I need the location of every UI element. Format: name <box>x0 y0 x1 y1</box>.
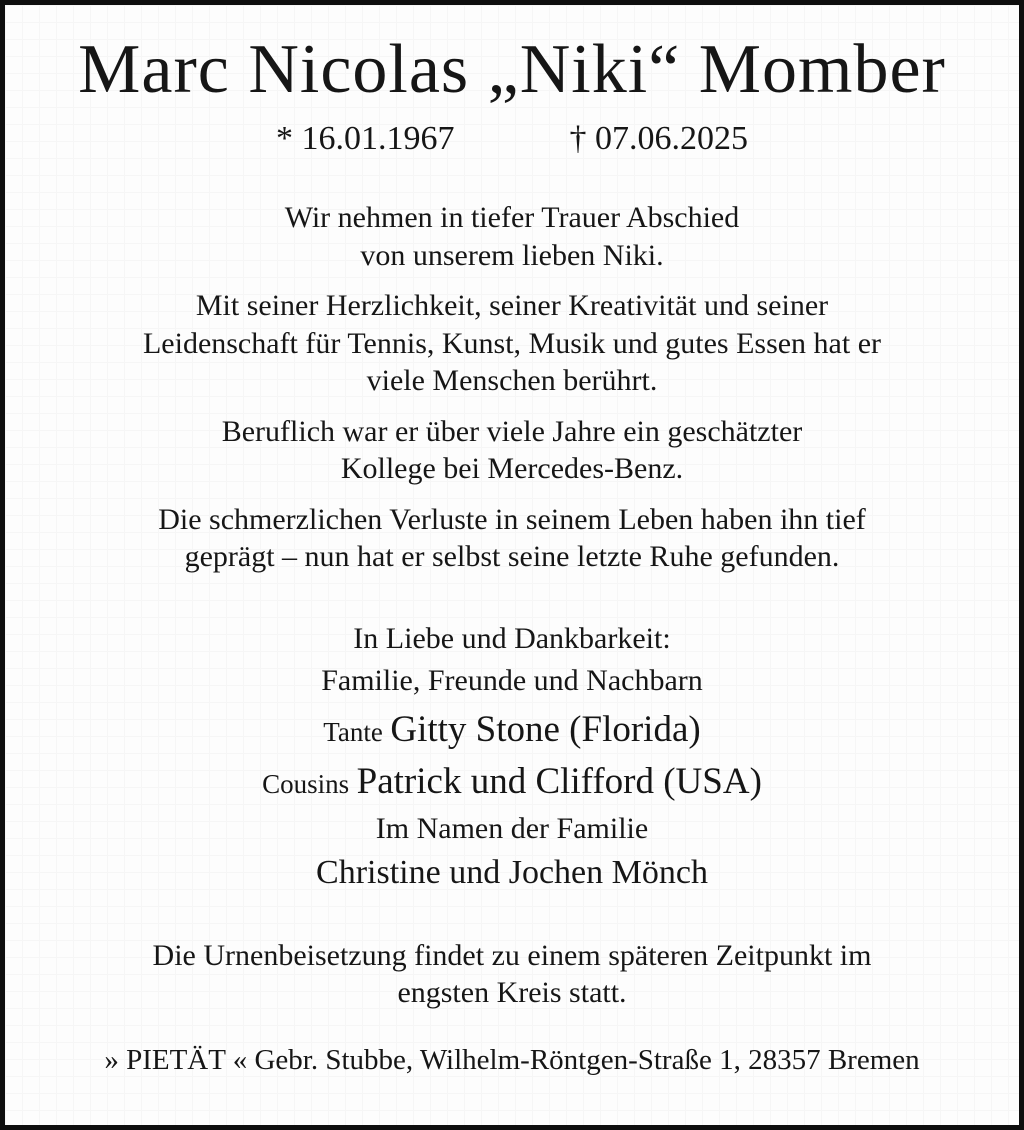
obituary-body <box>31 199 993 576</box>
undertaker-line: » PIETÄT « Gebr. Stubbe, Wilhelm-Röntgen-Straße 1, 28357 Bremen <box>104 1043 920 1076</box>
text-line: Leidenschaft für Tennis, Kunst, Musik und gutes Essen hat er <box>142 326 882 360</box>
tribute-paragraph <box>31 287 993 400</box>
life-dates-row <box>31 119 993 160</box>
funeral-info <box>31 937 993 1012</box>
death-date: † 07.06.2025 <box>569 119 748 157</box>
text-line: Beruflich war er über viele Jahre ein geschätzter <box>221 414 803 448</box>
aunt-line <box>31 708 993 752</box>
text-line: Wir nehmen in tiefer Trauer Abschied <box>284 201 740 235</box>
text-line: engsten Kreis statt. <box>397 976 627 1010</box>
text-line: geprägt – nun hat er selbst seine letzte Ruhe gefunden. <box>184 540 840 574</box>
text-line: von unserem lieben Niki. <box>360 238 664 272</box>
text-line: viele Menschen berührt. <box>366 364 658 398</box>
deceased-name: Marc Nicolas „Niki“ Momber <box>78 31 946 108</box>
text-line: Kollege bei Mercedes-Benz. <box>340 452 684 486</box>
text-line: Die schmerzlichen Verluste in seinem Leben haben ihn tief <box>158 502 866 536</box>
family-intro-line: Im Namen der Familie <box>375 811 649 845</box>
condolence-paragraph <box>31 199 993 274</box>
birth-date: * 16.01.1967 <box>276 119 455 157</box>
text-line: Die Urnenbeisetzung findet zu einem späteren Zeitpunkt im <box>152 938 872 972</box>
gratitude-intro: In Liebe und Dankbarkeit: <box>353 621 671 655</box>
cousins-line <box>31 760 993 804</box>
mourners-group-line: Familie, Freunde und Nachbarn <box>321 664 703 698</box>
relation-label: Tante <box>323 716 383 747</box>
person-name: Patrick und Clifford (USA) <box>356 761 762 803</box>
person-name: Gitty Stone (Florida) <box>390 708 701 750</box>
career-paragraph <box>31 413 993 488</box>
family-names: Christine und Jochen Mönch <box>316 854 708 892</box>
text-line: Mit seiner Herzlichkeit, seiner Kreativität und seiner <box>195 289 829 323</box>
losses-paragraph <box>31 501 993 576</box>
relation-label: Cousins <box>262 769 350 800</box>
mourners-section <box>31 620 993 895</box>
